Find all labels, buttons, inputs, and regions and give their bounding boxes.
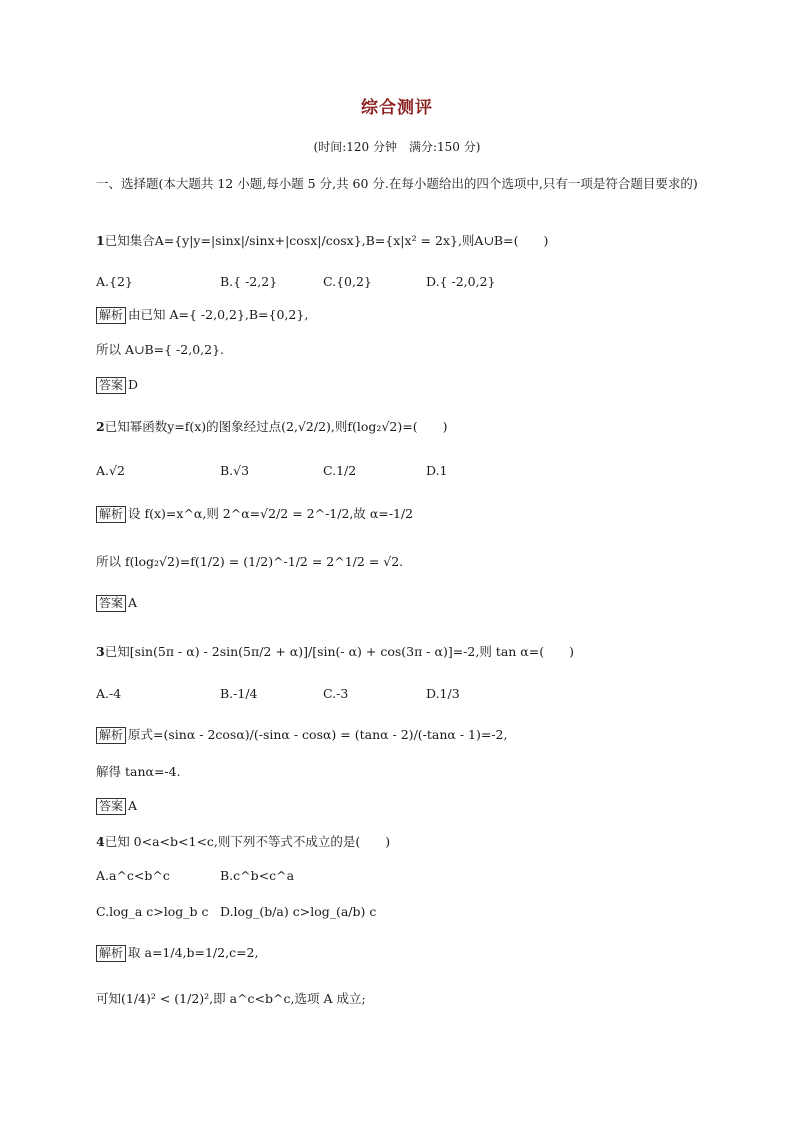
question-stem: 已知幂函数y=f(x)的图象经过点(2,√2/2),则f(log₂√2)=( ) bbox=[104, 419, 448, 434]
analysis-tag: 解析 bbox=[96, 945, 126, 962]
analysis-tag: 解析 bbox=[96, 727, 126, 744]
answer-tag: 答案 bbox=[96, 798, 126, 815]
analysis-tag: 解析 bbox=[96, 506, 126, 523]
q3-option-d: D.1/3 bbox=[426, 686, 460, 701]
analysis-line: 由已知 A={ -2,0,2},B={0,2}, bbox=[128, 307, 309, 322]
q4-analysis bbox=[96, 944, 258, 962]
question-number: 4 bbox=[96, 834, 105, 849]
analysis-line: 原式=(sinα - 2cosα)/(-sinα - cosα) = (tanα - 2)/(-tanα - 1)=-2, bbox=[128, 727, 508, 742]
q4-option-a: A.a^c<b^c bbox=[96, 868, 170, 883]
q1-analysis bbox=[96, 306, 308, 324]
q3-answer bbox=[96, 797, 137, 815]
page-title: 综合测评 bbox=[361, 98, 433, 118]
analysis-line: 可知(1/4)² < (1/2)²,即 a^c<b^c,选项 A 成立; bbox=[96, 991, 366, 1006]
question-number: 2 bbox=[96, 419, 105, 434]
analysis-line: 解得 tanα=-4. bbox=[96, 764, 181, 779]
analysis-line: 所以 f(log₂√2)=f(1/2) = (1/2)^-1/2 = 2^1/2 = √2. bbox=[96, 554, 404, 569]
q1-answer bbox=[96, 376, 138, 394]
page-subtitle: (时间:120 分钟 满分:150 分) bbox=[313, 140, 481, 154]
answer-tag: 答案 bbox=[96, 377, 126, 394]
q4-option-c: C.log_a c>log_b c bbox=[96, 904, 209, 919]
answer-value: A bbox=[128, 595, 138, 610]
q3-option-b: B.-1/4 bbox=[220, 686, 258, 701]
question-2 bbox=[96, 418, 447, 436]
q3-option-c: C.-3 bbox=[323, 686, 349, 701]
answer-tag: 答案 bbox=[96, 595, 126, 612]
q2-option-d: D.1 bbox=[426, 463, 448, 478]
answer-value: A bbox=[128, 798, 138, 813]
q4-option-d: D.log_(b/a) c>log_(a/b) c bbox=[220, 904, 377, 919]
question-1 bbox=[96, 232, 548, 250]
analysis-line: 取 a=1/4,b=1/2,c=2, bbox=[128, 945, 259, 960]
question-stem: 已知集合A={y|y=|sinx|/sinx+|cosx|/cosx},B={x|x² = 2x},则A∪B=( ) bbox=[104, 233, 549, 248]
q1-option-d: D.{ -2,0,2} bbox=[426, 274, 496, 289]
section-heading: 一、选择题(本大题共 12 小题,每小题 5 分,共 60 分.在每小题给出的四个选项中,只有一项是符合题目要求的) bbox=[96, 176, 698, 191]
q1-option-c: C.{0,2} bbox=[323, 274, 372, 289]
q1-option-b: B.{ -2,2} bbox=[220, 274, 278, 289]
q3-option-a: A.-4 bbox=[96, 686, 122, 701]
q1-option-a: A.{2} bbox=[96, 274, 133, 289]
question-3 bbox=[96, 643, 574, 661]
analysis-tag: 解析 bbox=[96, 307, 126, 324]
question-stem: 已知 0<a<b<1<c,则下列不等式不成立的是( ) bbox=[104, 834, 391, 849]
q3-analysis bbox=[96, 726, 507, 744]
question-number: 1 bbox=[96, 233, 105, 248]
q2-answer bbox=[96, 594, 137, 612]
question-number: 3 bbox=[96, 644, 105, 659]
q4-option-b: B.c^b<c^a bbox=[220, 868, 295, 883]
analysis-line: 所以 A∪B={ -2,0,2}. bbox=[96, 342, 225, 357]
q2-option-c: C.1/2 bbox=[323, 463, 357, 478]
question-4 bbox=[96, 833, 390, 851]
q2-option-a: A.√2 bbox=[96, 463, 125, 478]
answer-value: D bbox=[128, 377, 139, 392]
analysis-line: 设 f(x)=x^α,则 2^α=√2/2 = 2^-1/2,故 α=-1/2 bbox=[128, 506, 414, 521]
q2-analysis bbox=[96, 505, 413, 523]
q2-option-b: B.√3 bbox=[220, 463, 250, 478]
question-stem: 已知[sin(5π - α) - 2sin(5π/2 + α)]/[sin(- α) + cos(3π - α)]=-2,则 tan α=( ) bbox=[104, 644, 574, 659]
